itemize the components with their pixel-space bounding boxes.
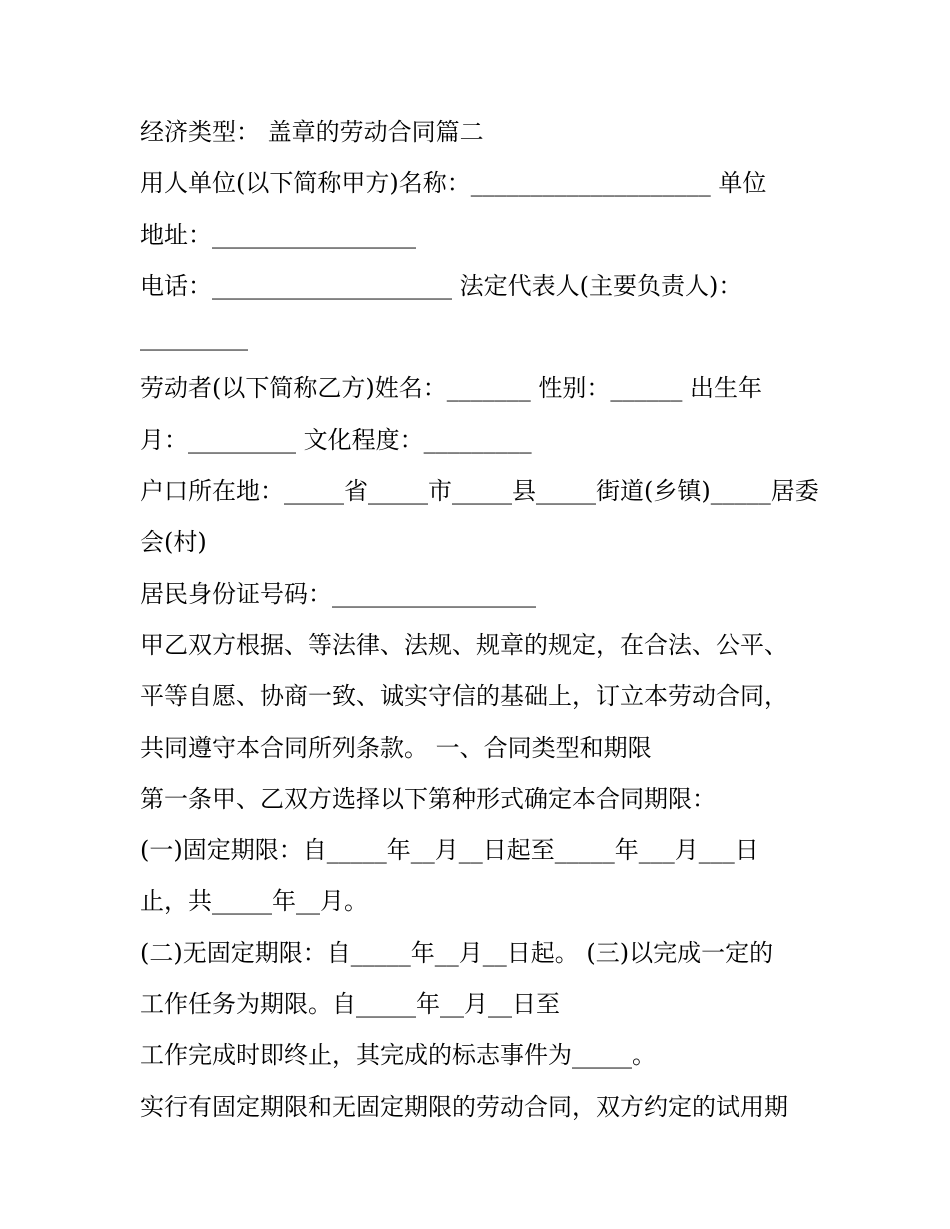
birth-education-line: 月：_________ 文化程度：_________ [140, 425, 532, 454]
employee-name-line: 劳动者(以下简称乙方)姓名：_______ 性别：______ 出生年 [140, 374, 762, 403]
task-term-line: 工作任务为期限。自_____年__月__日至 [140, 990, 560, 1019]
household-registration-line: 户口所在地：_____省_____市_____县_____街道(乡镇)_____居委 [140, 477, 819, 506]
representative-blank-line: _________ [140, 323, 248, 352]
id-number-line: 居民身份证号码：_________________ [140, 579, 536, 608]
household-registration-cont-line: 会(村) [140, 528, 207, 557]
fixed-term-total-line: 止，共_____年__月。 [140, 887, 368, 916]
preamble-line-3: 共同遵守本合同所列条款。 一、合同类型和期限 [140, 733, 652, 762]
preamble-line-1: 甲乙双方根据、等法律、法规、规章的规定，在合法、公平、 [140, 630, 788, 659]
preamble-line-2: 平等自愿、协商一致、诚实守信的基础上，订立本劳动合同， [140, 682, 788, 711]
probation-line: 实行有固定期限和无固定期限的劳动合同，双方约定的试用期 [140, 1092, 788, 1121]
phone-representative-line: 电话：____________________ 法定代表人(主要负责人)： [140, 271, 743, 300]
employer-name-line: 用人单位(以下简称甲方)名称：____________________ 单位 [140, 169, 767, 198]
article-one-line: 第一条甲、乙双方选择以下第种形式确定本合同期限： [140, 784, 716, 813]
document-page [140, 107, 820, 1133]
open-term-line: (二)无固定期限：自_____年__月__日起。 (三)以完成一定的 [140, 938, 774, 967]
fixed-term-line: (一)固定期限：自_____年__月__日起至_____年___月___日 [140, 836, 759, 865]
task-completion-line: 工作完成时即终止，其完成的标志事件为_____。 [140, 1041, 656, 1070]
economic-type-line: 经济类型： 盖章的劳动合同篇二 [140, 118, 484, 146]
employer-address-line: 地址：_________________ [140, 220, 416, 249]
